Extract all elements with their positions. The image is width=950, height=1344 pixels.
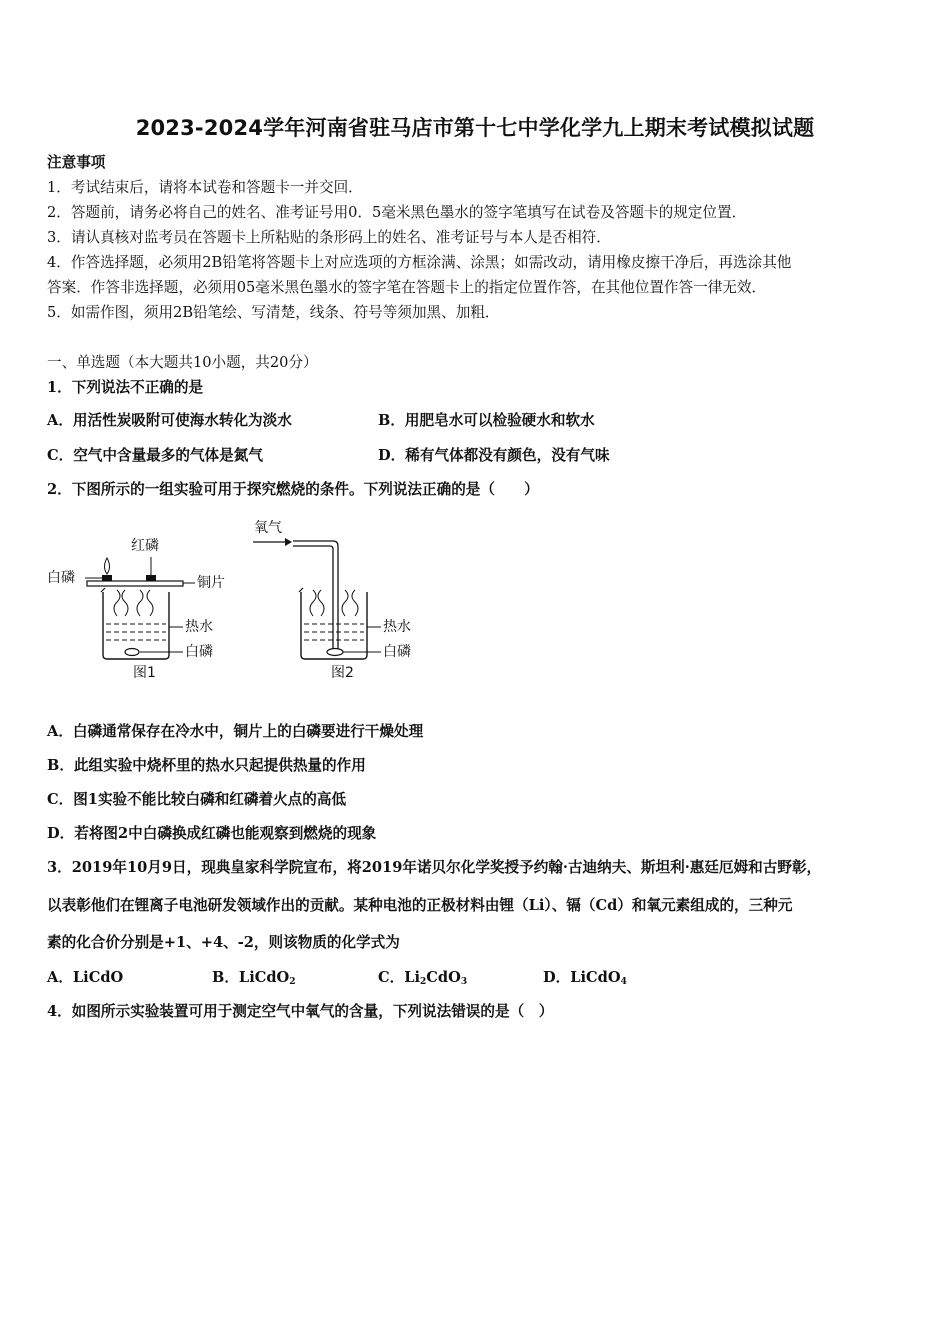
label-red-phosphorus: 红磷 [131, 538, 159, 554]
page-title: 2023-2024学年河南省驻马店市第十七中学化学九上期末考试模拟试题 [135, 116, 815, 140]
steam-1 [114, 590, 153, 616]
question-3-line-3: 素的化合价分别是+1、+4、-2，则该物质的化学式为 [47, 934, 400, 951]
figure-2 [253, 520, 411, 681]
notice-item: 1．考试结束后，请将本试卷和答题卡一并交回． [47, 179, 363, 196]
label-oxygen: 氧气 [254, 520, 282, 536]
question-1-option-d: D．稀有气体都没有颜色，没有气味 [378, 447, 610, 464]
hot-water-1 [106, 624, 166, 640]
white-phosphorus-top [102, 575, 112, 581]
white-phosphorus-2 [327, 649, 343, 656]
figure-1-caption: 图1 [133, 665, 156, 681]
figure-1 [47, 537, 225, 681]
white-phosphorus-bottom [125, 649, 139, 656]
question-3-option-c: C．$Li_2CdO_3$ [378, 969, 468, 987]
question-1-option-a: A．用活性炭吸附可使海水转化为淡水 [47, 412, 292, 429]
label-white-phosphorus-2: 白磷 [383, 644, 411, 660]
hot-water-2 [304, 624, 364, 640]
label-white-phosphorus-bottom: 白磷 [185, 644, 213, 660]
combustion-experiment-figure [45, 512, 445, 687]
question-4-stem: 4．如图所示实验装置可用于测定空气中氧气的含量，下列说法错误的是（ ） [47, 1003, 554, 1020]
question-3-option-d: D．LiCdO$_4$ [543, 969, 627, 987]
section-heading: 一、单选题（本大题共10小题，共20分） [47, 354, 318, 371]
label-copper: 铜片 [197, 575, 225, 591]
question-2-option-b: B．此组实验中烧杯里的热水只起提供热量的作用 [47, 757, 366, 774]
question-1-stem: 1．下列说法不正确的是 [47, 379, 204, 396]
question-2-stem: 2．下图所示的一组实验可用于探究燃烧的条件。下列说法正确的是（ ） [47, 481, 539, 498]
notice-item: 5．如需作图，须用2B铅笔绘、写清楚，线条、符号等须加黑、加粗． [47, 304, 500, 321]
label-white-phosphorus-top: 白磷 [47, 570, 75, 586]
copper-plate [87, 581, 183, 586]
question-3-line-2: 以表彰他们在锂离子电池研发领域作出的贡献。某种电池的正极材料由锂（Li）、镉（Cd）和氧元素组成的，三种元 [47, 897, 793, 914]
notice-item: 答案．作答非选择题，必须用05毫米黑色墨水的签字笔在答题卡上的指定位置作答，在其他位置作答一律无效． [47, 279, 767, 296]
notice-item: 2．答题前，请务必将自己的姓名、准考证号用0．5毫米黑色墨水的签字笔填写在试卷及答题卡的规定位置． [47, 204, 747, 221]
notice-item: 4．作答选择题，必须用2B铅笔将答题卡上对应选项的方框涂满、涂黑；如需改动，请用橡皮擦干净后，再选涂其他 [47, 254, 792, 271]
question-3-option-b: B．LiCdO$_2$ [212, 969, 296, 987]
question-2-option-d: D．若将图2中白磷换成红磷也能观察到燃烧的现象 [47, 825, 377, 842]
flame-icon [105, 558, 110, 574]
label-hot-water-2: 热水 [383, 619, 411, 635]
question-2-option-a: A．白磷通常保存在冷水中，铜片上的白磷要进行干燥处理 [47, 723, 424, 740]
notice-item: 3．请认真核对监考员在答题卡上所粘贴的条形码上的姓名、准考证号与本人是否相符． [47, 229, 611, 246]
steam-2 [310, 590, 358, 616]
figure-2-caption: 图2 [331, 665, 354, 681]
question-3-option-a: A．LiCdO [47, 969, 124, 986]
question-1-option-c: C．空气中含量最多的气体是氮气 [47, 447, 263, 464]
question-3-line-1: 3．2019年10月9日，现典皇家科学院宣布，将2019年诺贝尔化学奖授予约翰·古迪纳夫、斯坦利·惠廷厄姆和古野彰， [47, 859, 822, 876]
question-2-option-c: C．图1实验不能比较白磷和红磷着火点的高低 [47, 791, 347, 808]
label-hot-water-1: 热水 [185, 619, 213, 635]
question-1-option-b: B．用肥皂水可以检验硬水和软水 [378, 412, 595, 429]
red-phosphorus [146, 575, 156, 581]
notice-heading: 注意事项 [47, 154, 106, 171]
